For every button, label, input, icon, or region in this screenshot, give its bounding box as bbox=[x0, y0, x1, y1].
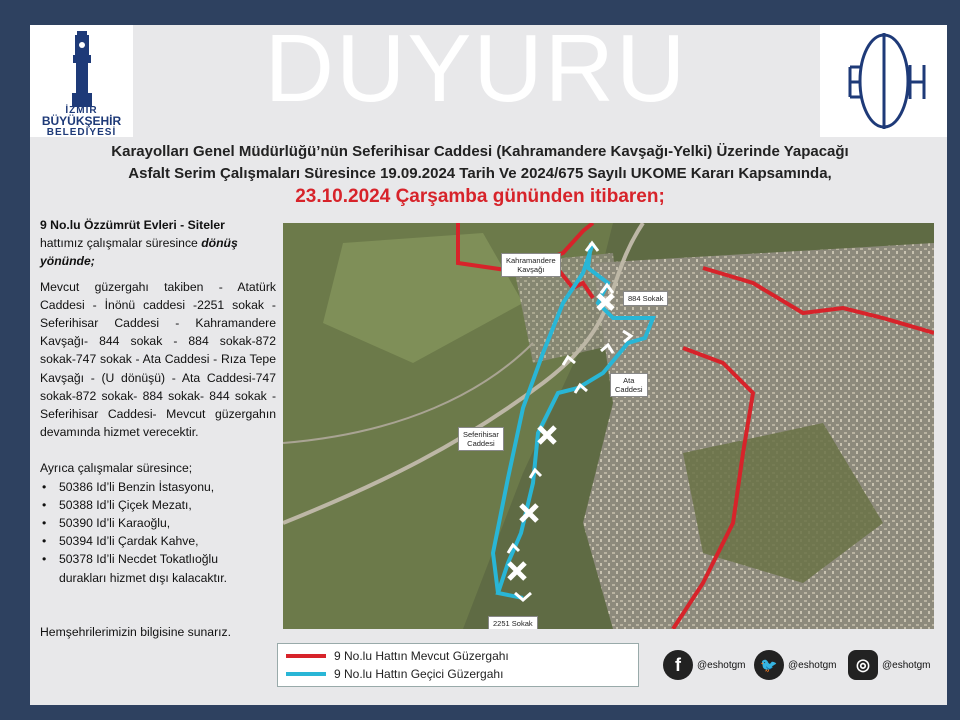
eshot-logo bbox=[820, 25, 947, 137]
route-description bbox=[40, 216, 276, 641]
map-label-text: Kavşağı bbox=[517, 265, 545, 274]
map-label-text: Caddesi bbox=[615, 385, 643, 394]
logo-line-3: BELEDİYESİ bbox=[46, 127, 117, 138]
route-text: Mevcut güzergahı takiben - Atatürk Caddesi - İnönü caddesi -2251 sokak -Seferihisar Caddesi - Kahramandere Kavşağı- 844 sokak - 884 sokak-872 sokak-747 sokak - Ata Caddesi - Rıza Tepe Kavşağı - (U dönüşü) - Ata Caddesi-747 sokak-872 sokak- 884 sokak- 844 sokak - Seferihisar Caddesi- Mevcut güzergahın devamında hizmet verecektir. bbox=[40, 279, 276, 440]
legend-swatch-temporary bbox=[286, 672, 326, 676]
social-twitter[interactable] bbox=[754, 648, 837, 682]
route-map bbox=[283, 223, 934, 629]
social-instagram[interactable] bbox=[848, 648, 931, 682]
map-label-kahramandere bbox=[501, 253, 561, 277]
logo-line-2: BÜYÜKŞEHİR bbox=[41, 114, 122, 128]
twitter-icon: 🐦 bbox=[754, 650, 784, 680]
stops-intro: Ayrıca çalışmalar süresince; bbox=[40, 461, 193, 476]
announcement-line-1: Karayolları Genel Müdürlüğü’nün Seferihisar Caddesi (Kahramandere Kavşağı-Yelki) Üzerinde Yapacağı bbox=[111, 143, 849, 160]
map-legend bbox=[277, 643, 639, 687]
stop-item: • 50378 Id’li Necdet Tokatlıoğlu bbox=[40, 550, 276, 568]
route-direction: dönüş yönünde; bbox=[40, 236, 238, 269]
map-label-2251-sokak: 2251 Sokak bbox=[488, 616, 538, 629]
route-name: 9 No.lu Özzümrüt Evleri - Siteler bbox=[40, 218, 225, 232]
map-label-884-sokak: 884 Sokak bbox=[623, 291, 668, 306]
closing-text: Hemşehrilerimizin bilgisine sunarız. bbox=[40, 624, 232, 639]
route-intro: hattımız çalışmalar süresince bbox=[40, 236, 202, 251]
stop-item: • 50390 Id’li Karaoğlu, bbox=[40, 514, 276, 532]
map-label-text: Caddesi bbox=[467, 439, 495, 448]
legend-label-temporary: 9 No.lu Hattın Geçici Güzergahı bbox=[334, 667, 504, 681]
satellite-map bbox=[283, 223, 934, 629]
legend-swatch-current bbox=[286, 654, 326, 658]
eshot-monogram-icon bbox=[820, 25, 947, 137]
instagram-icon: ◎ bbox=[848, 650, 878, 680]
map-label-ata-caddesi bbox=[610, 373, 648, 397]
map-label-seferihisar bbox=[458, 427, 504, 451]
legend-current bbox=[286, 647, 509, 665]
map-label-text: Seferihisar bbox=[463, 430, 499, 439]
izmir-logo bbox=[30, 25, 133, 137]
facebook-icon: f bbox=[663, 650, 693, 680]
stops-outro: durakları hizmet dışı kalacaktır. bbox=[59, 570, 227, 585]
stop-list bbox=[40, 478, 276, 569]
instagram-handle: @eshotgm bbox=[882, 659, 931, 671]
stop-item: • 50394 Id’li Çardak Kahve, bbox=[40, 532, 276, 550]
facebook-handle: @eshotgm bbox=[697, 659, 746, 671]
legend-temporary bbox=[286, 665, 503, 683]
logo-line-1: İZMİR bbox=[65, 105, 98, 116]
map-label-text: Ata bbox=[623, 376, 635, 385]
stop-item: • 50388 Id’li Çiçek Mezatı, bbox=[40, 496, 276, 514]
twitter-handle: @eshotgm bbox=[788, 659, 837, 671]
legend-label-current: 9 No.lu Hattın Mevcut Güzergahı bbox=[334, 649, 509, 663]
announcement-date: 23.10.2024 Çarşamba gününden itibaren; bbox=[295, 186, 665, 207]
social-facebook[interactable] bbox=[663, 648, 746, 682]
announcement-line-2: Asfalt Serim Çalışmaları Süresince 19.09.2024 Tarih Ve 2024/675 Sayılı UKOME Kararı Kapsamında, bbox=[128, 165, 832, 182]
stop-item: • 50386 Id’li Benzin İstasyonu, bbox=[40, 478, 276, 496]
map-label-text: Kahramandere bbox=[506, 256, 556, 265]
page-title: DUYURU bbox=[264, 15, 688, 122]
